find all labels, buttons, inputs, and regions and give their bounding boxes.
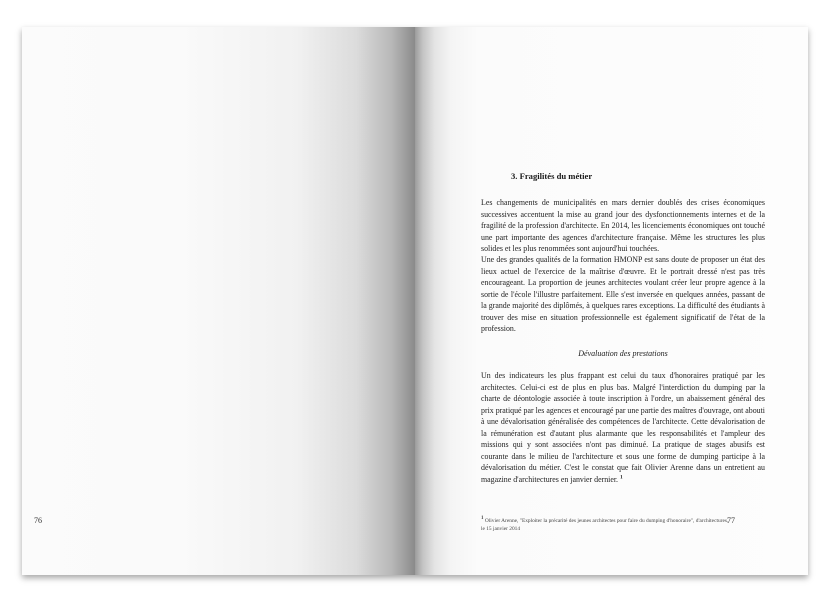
paragraph-3 bbox=[481, 370, 765, 485]
paragraph-3-text: Un des indicateurs les plus frappant est celui du taux d'honoraires pratiqué par les architectes. Celui-ci est de plus en plus bas. Malgré l'interdiction du dumping par la charte de déontologie associée à toute inscription à l'ordre, un abaissement général des prix pratiqué par les agences et encouragé par une partie des maîtres d'ouvrage, ont abouti à une dévalorisation généralisée des compétences de l'architecte. Cette dévalorisation de la rémunération est d'autant plus alarmante que les responsabilités et l'ampleur des missions qui y sont associées n'ont pas diminué. La pratique de stages abusifs est courante dans le milieu de l'architecture et sous une forme de dumping participe à la dévalorisation du métier. C'est le constat que fait Olivier Arenne dans un entretient au magazine d'architectures en janvier dernier. bbox=[481, 371, 765, 484]
footnote-reference[interactable]: 1 bbox=[620, 473, 623, 480]
footnote-number: 1 bbox=[481, 516, 484, 522]
paragraph-2: Une des grandes qualités de la formation HMONP est sans doute de proposer un état des lieux actuel de l'exercice de la maîtrise d'œuvre. Et le portrait dressé n'est pas très encourageant. La proportion de jeunes architectes voulant créer leur propre agence à la sortie de l'école l'illustre parfaitement. Elle s'est inversée en quelques années, passant de la grande majorité des diplômés, à quelques rares exceptions. La difficulté des étudiants à trouver des mise en situation professionnelle est également significatif de l'état de la profession. bbox=[481, 255, 765, 333]
right-page-number: 77 bbox=[727, 516, 735, 525]
subheading: Dévaluation des prestations bbox=[578, 349, 668, 358]
paragraph-1: Les changements de municipalités en mars dernier doublés des crises économiques successives accentuent la mise au grand jour des dysfonctionnements internes et de la fragilité de la profession d'architecte. En 2014, les licenciements économiques ont touché une part importante des agences d'architecture française. Même les structures les plus solides et les plus renommées sont aujourd'hui touchées. bbox=[481, 198, 765, 253]
left-page-number: 76 bbox=[34, 516, 42, 525]
section-title: 3. Fragilités du métier bbox=[511, 171, 593, 181]
left-page bbox=[22, 27, 415, 575]
footnote bbox=[481, 517, 731, 533]
footnote-text: Olivier Arenne, "Exploiter la précarité des jeunes architectes pour faire du dumping d'honoraire", d'architectures, le 15 janvier 2014 bbox=[481, 518, 729, 532]
